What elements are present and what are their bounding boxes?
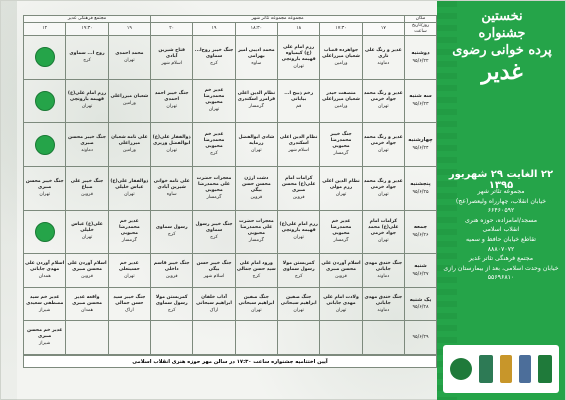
day-cell (405, 79, 437, 123)
day-cell (405, 210, 437, 254)
performance-cell (151, 254, 193, 288)
performance-title: غدیر خم محمدرضا محبوبی (203, 88, 225, 106)
performance-city: کرج (210, 235, 218, 241)
time-slot: ۱۲ (24, 22, 66, 35)
day-date: ۹۵/۶/۲۸ (412, 305, 429, 311)
day-date: ۹۵/۶/۲۷ (412, 271, 429, 277)
table-row (24, 166, 437, 210)
time-slot: ۱۹ (108, 22, 150, 35)
performance-title: شادی ابوالفضل زرمایه (238, 135, 275, 147)
performance-title: نظام الدین اعلی فرامرز اسکندری (237, 91, 276, 103)
performance-title: زخم ذبیح ا... بیابانی (284, 91, 314, 103)
performance-cell (278, 35, 320, 79)
day-name: جمعه (413, 224, 428, 231)
performance-city: تهران (293, 63, 304, 69)
sponsor-logo-icon (500, 355, 512, 383)
performance-title: علی نامه خوانی شیرین آبادی (153, 178, 190, 190)
performance-cell (151, 35, 193, 79)
performance-cell (151, 166, 193, 210)
performance-city: تهران (293, 307, 304, 313)
time-slot: ۱۹ (193, 22, 235, 35)
performance-cell (362, 166, 404, 210)
performance-cell (320, 287, 362, 321)
performance-city: دماوند (81, 148, 93, 154)
performance-title: رزم امام علی(ع) فهیمه بارونچی (67, 91, 107, 103)
performance-title: شعبان میرزاعلی (110, 94, 149, 100)
performance-title: جنگ خندق مهدی جابانی (364, 294, 403, 306)
performance-city: کرج (252, 273, 261, 279)
performance-title: غدیر خم سید مصطفی سعیدی (26, 294, 64, 306)
performance-city: قزوین (165, 273, 178, 279)
performance-title: جنگ خیبر قاسم داخلی (153, 261, 190, 272)
empty-cell (108, 321, 150, 355)
performance-city: قزوین (292, 194, 305, 200)
empty-cell (320, 321, 362, 355)
festival-badge-icon (35, 222, 55, 242)
performance-city: تهران (293, 235, 304, 241)
performance-cell (193, 166, 235, 210)
performance-title: اسلام آوردن علی مهدی جابانی (25, 261, 65, 272)
festival-badge-icon (35, 135, 55, 155)
day-cell (405, 166, 437, 210)
performance-cell (362, 123, 404, 167)
time-header-row (24, 22, 437, 35)
performance-city: ساوه (166, 191, 177, 197)
performance-cell (24, 321, 66, 355)
performance-title: کرامات امام علی(ع) محسن صبری (281, 175, 316, 193)
performance-title: جنگ خیبر حسن بیگی (196, 261, 232, 272)
performance-title: جنگ صفین ابراهیم سبحانی (238, 294, 275, 306)
time-label: روز/تاریخ ساعت (405, 22, 437, 35)
day-cell (405, 254, 437, 288)
performance-title: نظام الدین اعلی رزم مولی (322, 178, 360, 190)
performance-cell (108, 287, 150, 321)
performance-cell (66, 287, 108, 321)
performance-title: جنگ خندق مهدی جابانی (364, 261, 403, 272)
performance-title: غدیر خم محمدرضا محبوبی (203, 132, 225, 150)
performance-title: محمد ادیبی امیر بهرامی (238, 47, 275, 59)
performance-city: قزوین (335, 273, 347, 279)
performance-city: همدان (38, 273, 51, 279)
performance-cell (362, 254, 404, 288)
empty-cell (151, 321, 193, 355)
performance-city: گرمسار (248, 104, 264, 110)
performance-title: فتاح شیرین آبادی (158, 47, 186, 59)
performance-city: اراک (124, 307, 134, 313)
empty-cell (235, 321, 277, 355)
performance-title: روح ا... سماوی (69, 50, 105, 56)
performance-title: معجزات حضرت علی محمدرضا محبوبی (238, 219, 274, 237)
performance-city: تهران (124, 191, 135, 197)
performance-city: ورامین (334, 104, 348, 110)
performance-cell (278, 254, 320, 288)
info-panel (437, 1, 565, 400)
festival-logo (443, 9, 561, 85)
performance-cell (151, 287, 193, 321)
performance-cell (320, 79, 362, 123)
performance-title: ذوالفقار علی(ع) ابوالفضل وزیری (152, 135, 191, 147)
performance-cell (108, 123, 150, 167)
day-name: سه شنبه (409, 93, 432, 100)
festival-badge-icon (35, 47, 55, 67)
performance-cell (24, 254, 66, 288)
time-slot: ۱۹:۳۰ (66, 22, 108, 35)
performance-cell (278, 210, 320, 254)
performance-cell (66, 79, 108, 123)
performance-title: اسلام آوردن علی محسن صبری (67, 261, 107, 272)
day-date: ۹۵/۶/۲۳ (412, 102, 429, 108)
venue-line: انقلاب اسلامی (482, 226, 520, 234)
performance-city: تهران (124, 57, 135, 63)
performance-cell (278, 166, 320, 210)
performance-city: کرج (210, 151, 218, 157)
performance-city: اسلام شهر (288, 148, 310, 154)
performance-city: تهران (335, 191, 347, 197)
performance-title: غدیر و رنگ محمد جواد خرمی (363, 91, 403, 103)
performance-city: تهران (335, 307, 347, 313)
time-slot: ۱۷:۳۰ (320, 22, 362, 35)
performance-cell (24, 287, 66, 321)
performance-title: رزم امام علی(ع) فهیمه بارونچی (279, 222, 318, 234)
performance-title: غدیر خم محسن صبری (26, 328, 63, 340)
performance-city: قزوین (250, 194, 263, 200)
venue-line: خیابان وحدت اسلامی، بعد از بیمارستان رازی (443, 264, 559, 272)
performance-cell (235, 35, 277, 79)
performance-title: جنگ خیبر محسن صبری (25, 178, 64, 190)
performance-title: جنگ خیبر رسول سماوی (195, 222, 233, 234)
performance-cell (108, 79, 150, 123)
performance-cell (320, 166, 362, 210)
performance-title: جنگ خیبر علی صباغ (70, 178, 104, 190)
performance-city: تهران (378, 104, 389, 110)
day-date: ۹۵/۶/۲۵ (412, 189, 429, 195)
table-row (24, 35, 437, 79)
venue-line: ۶۶۴۶۰۵۹۲ (487, 207, 515, 215)
sponsor-logo-icon (450, 358, 472, 380)
schedule-table (23, 15, 437, 355)
day-date: ۹۵/۶/۲۶ (412, 233, 429, 239)
performance-city: تهران (251, 148, 262, 154)
performance-cell (108, 35, 150, 79)
venue-header-row (24, 16, 437, 23)
performance-title: ذوالفقار علی(ع) عباس خلیلی (110, 178, 149, 190)
performance-city: کرج (294, 273, 303, 279)
performance-title: کرامات امام علی(ع) محمد جواد خرمی (368, 219, 399, 237)
performance-city: ورامین (122, 148, 136, 154)
venue-info (443, 187, 559, 283)
performance-title: جنگ صفین ابراهیم سبحانی (280, 294, 317, 306)
performance-city: شیراز (39, 341, 51, 347)
venue-line: مجتمع فرهنگی تئاتر غدیر (468, 255, 534, 263)
table-row (24, 210, 437, 254)
performance-title: کمربستن مولا رسول سماوی (155, 294, 188, 306)
performance-city: قم (296, 104, 302, 110)
time-slot: ۱۷ (362, 22, 404, 35)
performance-cell (320, 210, 362, 254)
performance-title: جنگ خیبر سید حسن جمالی (113, 294, 146, 306)
performance-title: جنگ خیبر احمد احمدی (154, 91, 189, 103)
performance-title: ولادت امام علی مهدی جابانی (323, 294, 359, 306)
schedule-body (24, 35, 437, 354)
performance-city: تهران (166, 104, 177, 110)
venue-line: ۵۵۶۹۶۸۱۰ (487, 274, 515, 282)
performance-cell (235, 287, 277, 321)
performance-cell (320, 254, 362, 288)
performance-cell (66, 210, 108, 254)
performance-title: جنگ خیبر محمدرضا محبوبی (330, 132, 352, 150)
performance-city: ورامین (122, 101, 136, 107)
performance-city: اسلام شهر (161, 60, 183, 66)
performance-cell (193, 210, 235, 254)
performance-cell (320, 35, 362, 79)
venue-line: مجموعه تئاتر شهر (477, 188, 525, 195)
performance-city: قزوین (81, 191, 93, 197)
performance-city: ساوه (251, 60, 262, 66)
performance-cell (193, 123, 235, 167)
performance-title: غدیر و رنگ محمد جواد خرمی (363, 178, 403, 190)
performance-cell (278, 79, 320, 123)
time-slot: ۲۰ (151, 22, 193, 35)
performance-cell (362, 35, 404, 79)
venue-line: خیابان انقلاب، چهارراه ولیعصر(عج) (455, 197, 547, 205)
empty-cell (193, 321, 235, 355)
performance-title: غدیر خم محمدرضا محبوبی (330, 219, 352, 237)
performance-city: تهران (378, 238, 389, 244)
performance-cell (235, 79, 277, 123)
logo-line-4: غدیر (481, 58, 523, 85)
performance-title: نظام الدین اعلی اسکندری (279, 135, 318, 147)
performance-cell (235, 123, 277, 167)
performance-title: غدیر خم محمدرضا محبوبی (119, 219, 140, 237)
festival-dates: ۲۲ الغایت ۲۹ شهریور ۱۳۹۵ (448, 169, 554, 191)
performance-title: دشت ارژن محسن حسن بیگی (242, 175, 271, 193)
performance-city: کرج (167, 232, 176, 238)
day-name: دوشنبه (411, 49, 430, 56)
empty-cell (362, 321, 404, 355)
day-cell: ۹۵/۶/۲۹ (405, 321, 437, 355)
performance-city: ورامین (334, 60, 348, 66)
performance-city: تهران (166, 148, 177, 154)
time-slot: ۱۸ (278, 22, 320, 35)
empty-cell (66, 321, 108, 355)
performance-city: دماوند (377, 60, 390, 66)
performance-title: محمد احمدی (115, 50, 144, 56)
performance-city: تهران (39, 191, 50, 197)
performance-cell (362, 210, 404, 254)
day-cell (405, 287, 437, 321)
performance-city: تهران (251, 307, 262, 313)
day-name: چهارشنبه (408, 137, 433, 144)
performance-city: تهران (378, 148, 389, 154)
venue-group-city-theater: مجموعه مجموعه تئاتر شهر (151, 16, 405, 23)
performance-cell (193, 287, 235, 321)
performance-title: رزم امام علی (ع) کیمیاوه فهیمه بارونچی (281, 44, 316, 62)
performance-cell (66, 254, 108, 288)
performance-title: غدیر خم حسینعلی (118, 261, 140, 272)
performance-title: واقعه غدیر محسن صبری (72, 294, 103, 306)
performance-cell (66, 166, 108, 210)
performance-city: شیراز (39, 307, 51, 313)
venue-group-ghadir: مجتمع فرهنگی غدیر (24, 16, 151, 23)
performance-city: تهران (208, 107, 220, 113)
performance-city: دماوند (377, 273, 390, 279)
sponsor-logo-icon (538, 355, 552, 383)
festival-badge-icon (35, 91, 55, 111)
performance-city: تهران (81, 104, 93, 110)
table-row (24, 79, 437, 123)
logo-line-3: پرده خوانی رضوی (452, 42, 552, 58)
performance-title: غدیر و رنگ علی ناری (364, 47, 402, 59)
performance-cell (151, 210, 193, 254)
performance-cell (108, 210, 150, 254)
performance-title: اسلام آوردن علی محسن صبری (321, 261, 361, 272)
performance-title: ورود امام علی سید حسن جمالی (236, 261, 276, 272)
performance-cell (66, 35, 108, 79)
performance-city: گرمسار (121, 238, 137, 244)
performance-cell (320, 123, 362, 167)
performance-city: کرج (210, 60, 218, 66)
performance-title: معجزات حضرت علی محمدرضا محبوبی (196, 175, 232, 193)
performance-city: کرج (83, 57, 91, 63)
performance-city: گرمسار (206, 194, 222, 200)
closing-ceremony-note: آیین اختتامیه جشنواره ساعت ۱۷:۳۰ در سالن مهر حوزه هنری انقلاب اسلامی (23, 355, 437, 368)
performance-title: رسول سماوی (155, 225, 188, 231)
sponsor-logo-icon (519, 355, 531, 383)
performance-cell (235, 210, 277, 254)
performance-title: علی نامه شعبان میرزاعلی (111, 135, 148, 147)
performance-city: همدان (80, 307, 94, 313)
performance-cell (151, 123, 193, 167)
performance-cell (24, 35, 66, 79)
day-cell (405, 35, 437, 79)
performance-title: آداب خلقان ابراهیم سبحانی (196, 294, 232, 306)
logo-line-2: جشنواره (478, 25, 526, 41)
performance-cell (108, 166, 150, 210)
day-date: ۹۵/۶/۲۲ (412, 58, 429, 64)
empty-cell (278, 321, 320, 355)
performance-cell (362, 79, 404, 123)
performance-city: کرج (167, 307, 176, 313)
performance-cell (193, 35, 235, 79)
performance-city: اسلام شهر (203, 273, 225, 279)
day-name: یک شنبه (409, 296, 432, 303)
day-name: پنجشنبه (410, 180, 431, 187)
venue-line: ۸۸۸۰۷۰۷۲ (487, 245, 515, 253)
performance-cell (193, 254, 235, 288)
performance-city: تهران (81, 235, 93, 241)
table-row (24, 287, 437, 321)
performance-city: تهران (378, 191, 389, 197)
performance-city: قزوین (81, 273, 93, 279)
time-slot: ۱۸:۳۰ (235, 22, 277, 35)
day-cell (405, 123, 437, 167)
sponsor-logo-icon (479, 355, 493, 383)
performance-cell (278, 123, 320, 167)
performance-cell (24, 123, 66, 167)
logo-line-1: نخستین (481, 9, 523, 24)
performance-cell (362, 287, 404, 321)
performance-city: اراک (209, 307, 219, 313)
performance-city: دماوند (377, 307, 390, 313)
day-date: ۹۵/۶/۲۴ (412, 145, 429, 151)
performance-cell (24, 166, 66, 210)
performance-cell (235, 166, 277, 210)
performance-cell (108, 254, 150, 288)
performance-cell (151, 79, 193, 123)
venue-line: تقاطع خیابان حافظ و سمیه (465, 236, 537, 244)
performance-title: علی(ع) عباس خلیلی (71, 222, 103, 234)
performance-city: تهران (124, 273, 135, 279)
performance-cell (24, 79, 66, 123)
sponsor-logos (443, 345, 559, 393)
performance-cell (235, 254, 277, 288)
performance-cell (66, 123, 108, 167)
performance-cell (24, 210, 66, 254)
decorative-border (1, 1, 17, 400)
performance-city: گرمسار (333, 238, 349, 244)
performance-title: منصفت حیدر شعبان میرزاعلی (322, 91, 360, 103)
table-row (24, 254, 437, 288)
performance-city: گرمسار (248, 238, 264, 244)
performance-title: جنگ خیبر محسن صبری (68, 135, 107, 147)
performance-title: جنگ خیبر روح‌ا... سماوی (194, 47, 234, 59)
performance-title: کمربستن مولا رسول سماوی (282, 261, 315, 272)
day-name: شنبه (414, 262, 427, 269)
performance-cell (278, 287, 320, 321)
venue-line: مسجد/امامزاده، حوزه هنری (464, 216, 538, 224)
place-label: مکان (405, 16, 437, 23)
performance-title: جواهرده قصاب شعبان میرزاعلی (322, 47, 360, 59)
performance-title: غدیر و رنگ محمد جواد خرمی (363, 135, 403, 147)
table-row (24, 321, 437, 355)
performance-city: گرمسار (333, 151, 349, 157)
performance-cell (193, 79, 235, 123)
table-row (24, 123, 437, 167)
